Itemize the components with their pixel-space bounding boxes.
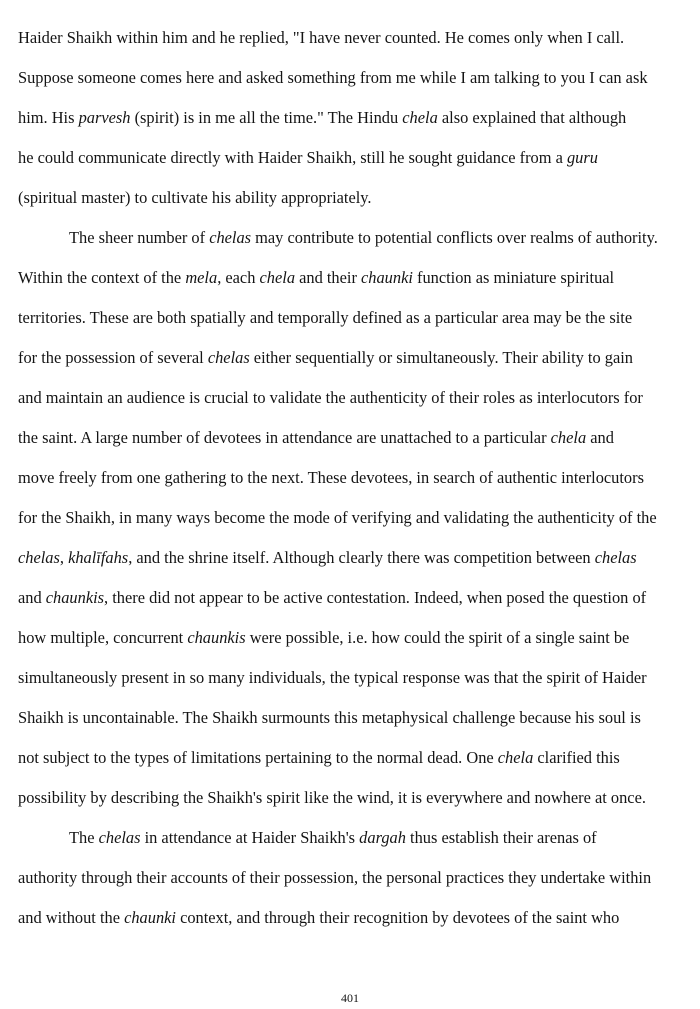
text-line (18, 338, 694, 378)
text-segment: , (59, 548, 69, 567)
text-segment: , each (217, 268, 260, 287)
text-line (18, 18, 694, 58)
text-segment: territories. These are both spatially and temporally defined as a particular area may be the site (18, 308, 633, 327)
text-segment: clarified this (533, 748, 620, 767)
text-segment: Haider Shaikh within him and he replied, "I have never counted. He comes only when I call. (18, 28, 625, 47)
italic-term: parvesh (78, 108, 131, 127)
text-line (18, 498, 694, 538)
italic-term: guru (566, 148, 598, 167)
text-segment: thus establish their arenas of (405, 828, 597, 847)
text-line (18, 778, 694, 818)
text-segment: simultaneously present in so many individuals, the typical response was that the spirit of Haider (18, 668, 647, 687)
italic-term: chaunkis (187, 628, 246, 647)
body-text (18, 18, 694, 938)
paragraph (18, 218, 694, 818)
text-segment: how multiple, concurrent (18, 628, 188, 647)
italic-term: dargah (359, 828, 406, 847)
italic-term: khalīfahs (68, 548, 129, 567)
text-line (18, 218, 694, 258)
italic-term: mela (185, 268, 218, 287)
italic-term: chelas (98, 828, 141, 847)
text-segment: (spirit) is in me all the time." The Hindu (130, 108, 403, 127)
text-line (18, 618, 694, 658)
text-segment: not subject to the types of limitations pertaining to the normal dead. One (18, 748, 498, 767)
text-segment: , and the shrine itself. Although clearly there was competition between (128, 548, 595, 567)
text-line (18, 858, 694, 898)
italic-term: chelas (207, 348, 250, 367)
text-segment: the saint. A large number of devotees in attendance are unattached to a particular (18, 428, 551, 447)
italic-term: chaunki (361, 268, 413, 287)
text-segment: in attendance at Haider Shaikh's (140, 828, 360, 847)
text-segment: move freely from one gathering to the next. These devotees, in search of authentic interlocutors (18, 468, 644, 487)
italic-term: chelas (18, 548, 60, 567)
text-line (18, 898, 694, 938)
text-segment: function as miniature spiritual (412, 268, 615, 287)
italic-term: chaunki (124, 908, 176, 927)
italic-term: chela (550, 428, 587, 447)
italic-term: chaunkis (45, 588, 105, 607)
italic-term: chela (497, 748, 534, 767)
paragraph (18, 18, 694, 218)
text-line (18, 538, 694, 578)
text-segment: possibility by describing the Shaikh's spirit like the wind, it is everywhere and nowhere at once. (18, 788, 646, 807)
text-segment: were possible, i.e. how could the spirit of a single saint be (245, 628, 630, 647)
italic-term: chelas (209, 228, 252, 247)
text-line (18, 458, 694, 498)
text-line (18, 578, 694, 618)
text-line (18, 418, 694, 458)
text-segment: either sequentially or simultaneously. Their ability to gain (249, 348, 633, 367)
text-segment: for the possession of several (18, 348, 208, 367)
text-segment: also explained that although (437, 108, 627, 127)
text-segment: Suppose someone comes here and asked something from me while I am talking to you I can ask (18, 68, 648, 87)
text-segment: and (18, 588, 46, 607)
text-segment: context, and through their recognition by devotees of the saint who (175, 908, 620, 927)
italic-term: chela (259, 268, 296, 287)
text-segment: and without the (18, 908, 125, 927)
text-segment: he could communicate directly with Haider Shaikh, still he sought guidance from a (18, 148, 567, 167)
paragraph (18, 818, 694, 938)
text-segment: (spiritual master) to cultivate his ability appropriately. (18, 188, 372, 207)
text-line (18, 698, 694, 738)
text-segment: Shaikh is uncontainable. The Shaikh surmounts this metaphysical challenge because his soul is (18, 708, 641, 727)
text-segment: for the Shaikh, in many ways become the mode of verifying and validating the authenticity of the (18, 508, 657, 527)
italic-term: chelas (594, 548, 637, 567)
text-segment: The sheer number of (69, 228, 210, 247)
text-segment: him. His (18, 108, 79, 127)
text-line (18, 58, 694, 98)
text-line (18, 258, 694, 298)
text-line (18, 378, 694, 418)
text-segment: , there did not appear to be active contestation. Indeed, when posed the question of (104, 588, 647, 607)
text-segment: and maintain an audience is crucial to validate the authenticity of their roles as interlocutors for (18, 388, 643, 407)
text-segment: The (69, 828, 99, 847)
text-line (18, 178, 694, 218)
text-segment: may contribute to potential conflicts over realms of authority. (251, 228, 658, 247)
text-line (18, 298, 694, 338)
text-line (18, 658, 694, 698)
text-line (18, 818, 694, 858)
text-segment: and (586, 428, 614, 447)
text-line (18, 98, 694, 138)
page-number: 401 (341, 991, 359, 1005)
text-line (18, 138, 694, 178)
text-line (18, 738, 694, 778)
italic-term: chela (402, 108, 438, 127)
text-segment: authority through their accounts of their possession, the personal practices they undertake within (18, 868, 652, 887)
text-segment: and their (295, 268, 362, 287)
text-segment: Within the context of the (18, 268, 186, 287)
